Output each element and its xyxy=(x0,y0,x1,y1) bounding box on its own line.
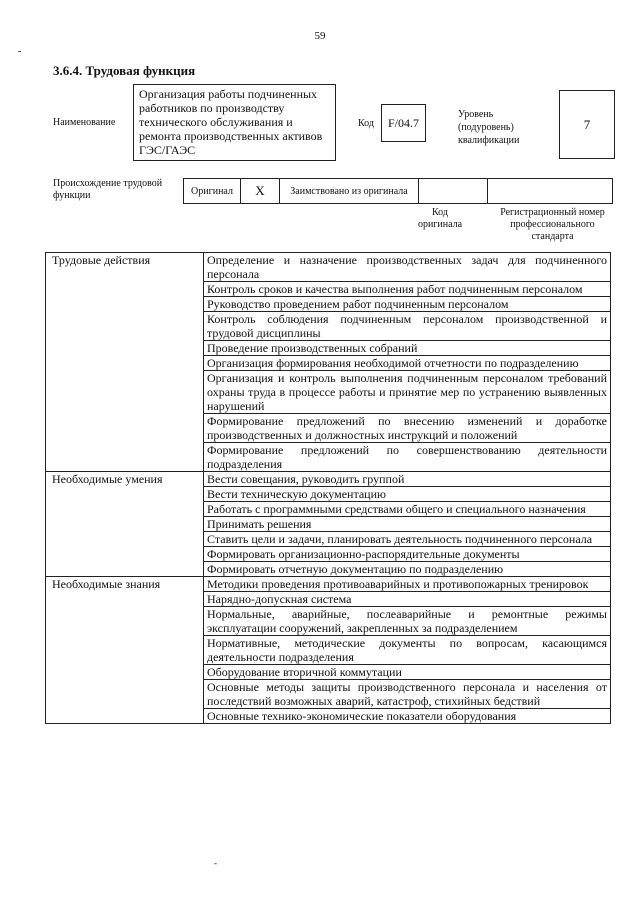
list-item: Ставить цели и задачи, планировать деятельность подчиненного персонала xyxy=(204,532,611,547)
origin-row xyxy=(183,178,613,204)
code-label: Код xyxy=(358,118,374,129)
list-item: Организация и контроль выполнения подчиненным персоналом требований охраны труда в процессе работы и принятие мер по устранению выявленных нарушений xyxy=(204,371,611,414)
list-item: Формировать отчетную документацию по подразделению xyxy=(204,562,611,577)
page-number: 59 xyxy=(314,30,326,42)
original-mark: X xyxy=(240,178,280,204)
section-heading: Трудовые действия xyxy=(46,253,204,472)
list-item: Вести техническую документацию xyxy=(204,487,611,502)
list-item: Методики проведения противоаварийных и противопожарных тренировок xyxy=(204,577,611,592)
origin-label: Происхождение трудовой функции xyxy=(53,178,163,201)
name-label: Наименование xyxy=(53,117,116,128)
section-title: 3.6.4. Трудовая функция xyxy=(53,63,196,78)
code-original-cell xyxy=(418,178,488,204)
list-item: Формирование предложений по внесению изменений и доработке производственных и должностных инструкций и положений xyxy=(204,414,611,443)
list-item: Нарядно-допускная система xyxy=(204,592,611,607)
level-value: 7 xyxy=(559,90,615,159)
section-heading: Необходимые умения xyxy=(46,472,204,577)
reg-number-caption: Регистрационный номер профессионального стандарта xyxy=(500,207,605,242)
footer-mark: - xyxy=(214,858,217,868)
list-item: Контроль соблюдения подчиненным персоналом производственной и трудовой дисциплины xyxy=(204,312,611,341)
code-value: F/04.7 xyxy=(381,104,426,142)
borrowed-label: Заимствовано из оригинала xyxy=(279,178,419,204)
list-item: Проведение производственных собраний xyxy=(204,341,611,356)
list-item: Нормальные, аварийные, послеаварийные и ремонтные режимы эксплуатации сооружений, закрепленных за подразделением xyxy=(204,607,611,636)
reg-number-cell xyxy=(487,178,613,204)
original-label: Оригинал xyxy=(183,178,241,204)
list-item: Нормативные, методические документы по вопросам, касающимся деятельности подразделения xyxy=(204,636,611,665)
level-label: Уровень (подуровень) квалификации xyxy=(458,109,520,146)
section-heading: Необходимые знания xyxy=(46,577,204,724)
function-table xyxy=(45,252,611,724)
list-item: Формирование предложений по совершенствованию деятельности подразделения xyxy=(204,443,611,472)
list-item: Принимать решения xyxy=(204,517,611,532)
list-item: Основные методы защиты производственного персонала и населения от последствий возможных аварий, катастроф, стихийных бедствий xyxy=(204,680,611,709)
list-item: Работать с программными средствами общего и специального назначения xyxy=(204,502,611,517)
margin-mark: - xyxy=(18,46,22,57)
list-item: Руководство проведением работ подчиненным персоналом xyxy=(204,297,611,312)
list-item: Организация формирования необходимой отчетности по подразделению xyxy=(204,356,611,371)
list-item: Формировать организационно-распорядительные документы xyxy=(204,547,611,562)
list-item: Вести совещания, руководить группой xyxy=(204,472,611,487)
table-row xyxy=(46,472,611,487)
table-row xyxy=(46,253,611,282)
list-item: Определение и назначение производственных задач для подчиненного персонала xyxy=(204,253,611,282)
code-orig-caption: Код оригинала xyxy=(417,207,463,230)
name-value: Организация работы подчиненных работников по производству технического обслуживания и ремонта производственных активов ГЭС/ГАЭС xyxy=(133,84,336,161)
list-item: Основные технико-экономические показатели оборудования xyxy=(204,709,611,724)
list-item: Оборудование вторичной коммутации xyxy=(204,665,611,680)
table-row xyxy=(46,577,611,592)
list-item: Контроль сроков и качества выполнения работ подчиненным персоналом xyxy=(204,282,611,297)
